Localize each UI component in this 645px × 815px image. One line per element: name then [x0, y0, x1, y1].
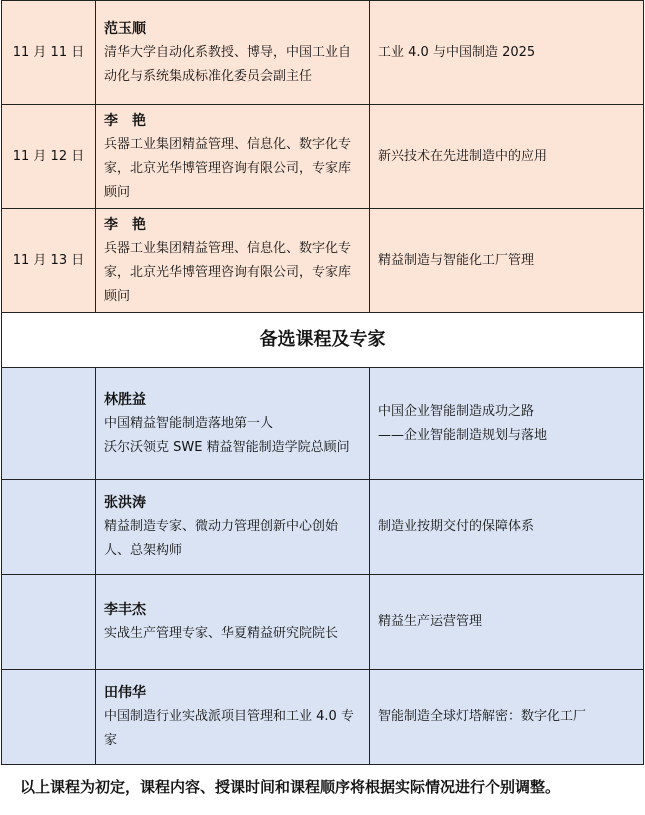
- expert-bio: 兵器工业集团精益管理、信息化、数字化专家，北京光华博管理咨询有限公司，专家库顾问: [104, 240, 352, 304]
- expert-cell: [96, 209, 370, 313]
- course-title-line: 精益生产运营管理: [378, 614, 483, 629]
- expert-name: 李丰杰: [104, 602, 146, 618]
- course-title-line: 中国企业智能制造成功之路: [378, 403, 535, 419]
- footnote: 以上课程为初定，课程内容、授课时间和课程顺序将根据实际情况进行个别调整。: [20, 778, 561, 796]
- course-cell: 工业 4.0 与中国制造 2025: [370, 1, 644, 105]
- course-cell: [370, 575, 644, 670]
- expert-cell: [96, 1, 370, 105]
- table-row: [2, 670, 644, 765]
- course-title-line: 智能制造全球灯塔解密：数字化工厂: [378, 709, 587, 724]
- course-title-line: 制造业按期交付的保障体系: [378, 519, 535, 534]
- expert-bio-line: 中国精益智能制造落地第一人: [104, 415, 274, 431]
- expert-bio-line: 沃尔沃领克 SWE 精益智能制造学院总顾问: [104, 439, 350, 455]
- expert-cell: [96, 480, 370, 575]
- course-cell: 新兴技术在先进制造中的应用: [370, 105, 644, 209]
- course-title-line: ——企业智能制造规划与落地: [378, 427, 548, 443]
- date-cell: 11 月 11 日: [2, 1, 96, 105]
- section-title: 备选课程及专家: [2, 313, 644, 368]
- expert-name: 李 艳: [104, 112, 146, 129]
- expert-name: 林胜益: [104, 391, 146, 408]
- course-cell: [370, 670, 644, 765]
- table-row: [2, 209, 644, 313]
- course-cell: [370, 368, 644, 480]
- empty-date-cell: [2, 480, 96, 575]
- expert-cell: [96, 368, 370, 480]
- expert-bio: 兵器工业集团精益管理、信息化、数字化专家，北京光华博管理咨询有限公司，专家库顾问: [104, 136, 352, 200]
- expert-cell: [96, 575, 370, 670]
- table-row: [2, 480, 644, 575]
- expert-cell: [96, 670, 370, 765]
- expert-name: 张洪涛: [104, 495, 146, 511]
- expert-bio-line: 精益制造专家、微动力管理创新中心创始人、总架构师: [104, 519, 339, 558]
- table-row: [2, 575, 644, 670]
- expert-bio-line: 实战生产管理专家、华夏精益研究院院长: [104, 626, 339, 641]
- empty-date-cell: [2, 670, 96, 765]
- empty-date-cell: [2, 368, 96, 480]
- section-header-row: [2, 313, 644, 368]
- expert-bio-line: 中国制造行业实战派项目管理和工业 4.0 专家: [104, 709, 354, 748]
- empty-date-cell: [2, 575, 96, 670]
- expert-cell: [96, 105, 370, 209]
- table-row: [2, 368, 644, 480]
- date-cell: 11 月 13 日: [2, 209, 96, 313]
- course-schedule-table: [1, 0, 644, 765]
- date-cell: 11 月 12 日: [2, 105, 96, 209]
- expert-bio: 清华大学自动化系教授、博导，中国工业自动化与系统集成标准化委员会副主任: [104, 44, 352, 84]
- course-cell: 精益制造与智能化工厂管理: [370, 209, 644, 313]
- table-row: [2, 105, 644, 209]
- course-cell: [370, 480, 644, 575]
- expert-name: 李 艳: [104, 216, 146, 233]
- expert-name: 田伟华: [104, 685, 146, 701]
- expert-name: 范玉顺: [104, 20, 146, 37]
- table-row: [2, 1, 644, 105]
